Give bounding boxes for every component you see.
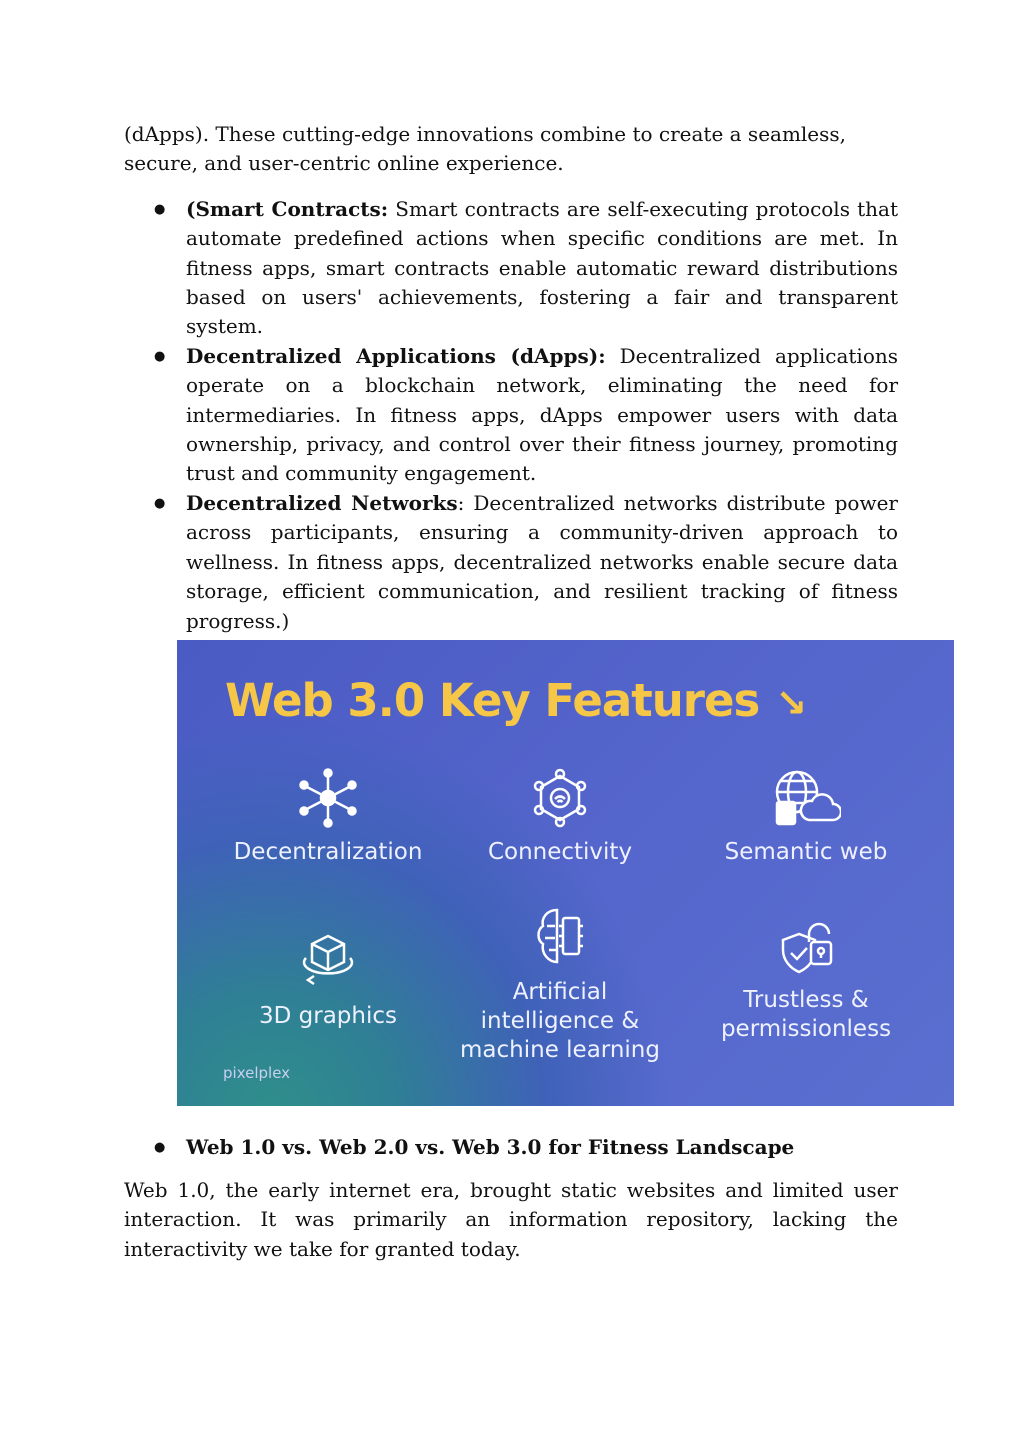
intro-paragraph: (dApps). These cutting-edge innovations combine to create a seamless, secure, and user-centric online experience. xyxy=(124,122,847,176)
bullet-term: Decentralized Applications (dApps): xyxy=(186,343,606,368)
cube-3d-icon xyxy=(292,930,364,992)
feature-trustless xyxy=(691,918,921,1044)
web3-key-features-image xyxy=(177,640,954,1106)
semantic-web-icon xyxy=(771,768,841,828)
bullet-dapps xyxy=(124,342,898,489)
web1-paragraph: Web 1.0, the early internet era, brought static websites and limited user interaction. It was primarily an information repository, lacking the interactivity we take for granted today. xyxy=(124,1178,898,1261)
bullet-term: (Smart Contracts: xyxy=(186,196,389,221)
feature-decentralization xyxy=(213,768,443,867)
feature-label: 3D graphics xyxy=(259,1003,397,1029)
arrow-down-right-icon: ↘ xyxy=(775,681,807,725)
ai-chip-icon xyxy=(535,904,585,968)
feature-label: Connectivity xyxy=(487,839,633,865)
section-heading: ● Web 1.0 vs. Web 2.0 vs. Web 3.0 for Fitness Landscape xyxy=(124,1133,898,1162)
bullet-text: Decentralized applications operate on a blockchain network, eliminating the need for intermediaries. In fitness apps, dApps empower users with data ownership, privacy, and control over their fitness journey, promoting trust and community engagement. xyxy=(186,343,899,486)
feature-3d-graphics xyxy=(213,930,443,1031)
shield-lock-icon xyxy=(775,918,837,976)
feature-semantic-web xyxy=(691,768,921,867)
brand-watermark: pixelplex xyxy=(223,1064,291,1082)
bullet-smart-contracts xyxy=(124,195,898,342)
decentralization-icon xyxy=(298,768,358,828)
connectivity-icon xyxy=(530,768,590,828)
feature-label: Decentralization xyxy=(233,839,423,865)
feature-label: Trustless & permissionless xyxy=(720,987,892,1042)
bullet-text: Decentralized networks distribute power across participants, ensuring a community-driven approach to wellness. In fitness apps, decentralized networks enable secure data storage, efficient communication, and resilient tracking of fitness progress.) xyxy=(186,490,898,633)
bullet-text: Smart contracts are self-executing protocols that automate predefined actions when specific conditions are met. In fitness apps, smart contracts enable automatic reward distributions based on users' achievements, fostering a fair and transparent system. xyxy=(186,196,898,339)
bullet-decentralized-networks: ● Decentralized Networks: Decentralized networks distribute power across participants, ensuring a community-driven approach to wellness. In fitness apps, decentralized networks enable secure data storage, efficient communication, and resilient tracking of fitness progress.) xyxy=(124,489,898,636)
feature-label: Semantic web xyxy=(724,839,888,865)
feature-bullet-list xyxy=(124,195,898,636)
document-body xyxy=(124,120,898,636)
figure-title: Web 3.0 Key Features ↘ xyxy=(225,674,807,727)
feature-label: Artificial intelligence & machine learning xyxy=(460,979,660,1063)
bullet-term: Decentralized Networks xyxy=(186,490,458,515)
section-heading-list xyxy=(124,1133,898,1162)
feature-ai-ml xyxy=(445,904,675,1065)
feature-connectivity xyxy=(445,768,675,867)
